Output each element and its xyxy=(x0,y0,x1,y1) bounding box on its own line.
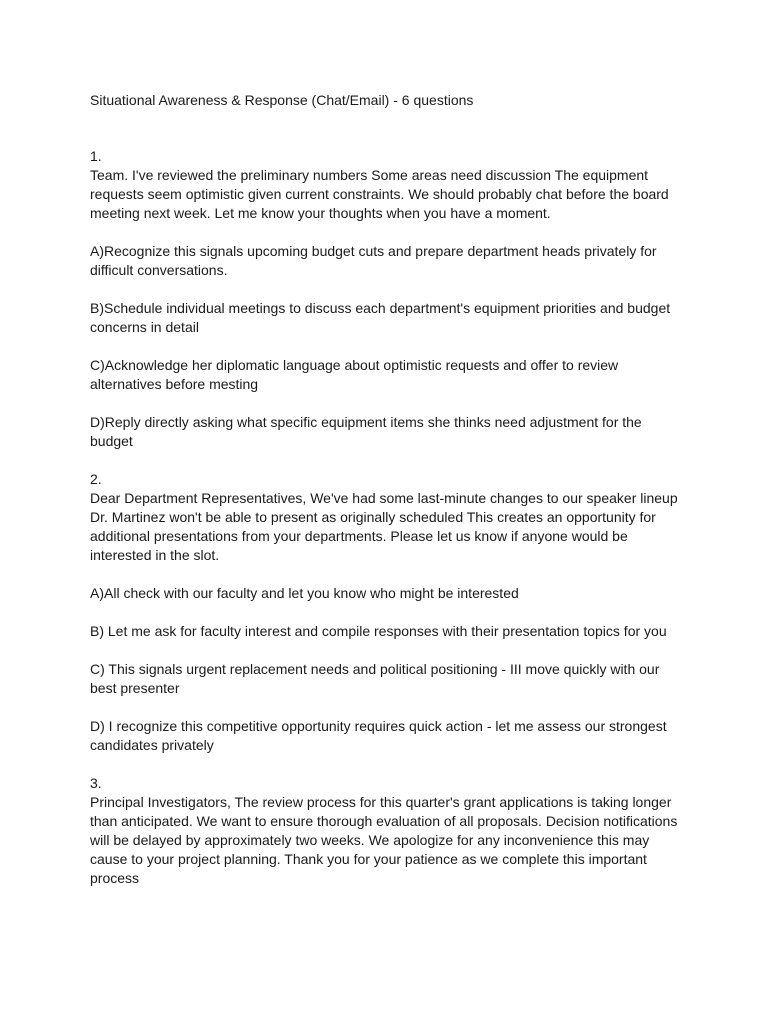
option-a: A)Recognize this signals upcoming budget cuts and prepare department heads privately for difficult conversations. xyxy=(90,243,657,278)
question-2 xyxy=(90,470,680,755)
option-c: C) This signals urgent replacement needs and political positioning - III move quickly with our best presenter xyxy=(90,661,660,696)
question-number: 1. xyxy=(90,148,102,164)
question-number: 2. xyxy=(90,471,102,487)
answer-options xyxy=(90,584,680,755)
document-page xyxy=(90,91,680,888)
answer-options xyxy=(90,242,680,451)
question-3 xyxy=(90,774,680,888)
option-b: B)Schedule individual meetings to discuss each department's equipment priorities and budget concerns in detail xyxy=(90,300,671,335)
option-a: A)All check with our faculty and let you know who might be interested xyxy=(90,585,519,601)
option-d: D)Reply directly asking what specific equipment items she thinks need adjustment for the budget xyxy=(90,414,642,449)
document-title: Situational Awareness & Response (Chat/Email) - 6 questions xyxy=(90,92,474,108)
question-text: Principal Investigators, The review process for this quarter's grant applications is taking longer than anticipated. We want to ensure thorough evaluation of all proposals. Decision notifications will be delayed by approximately two weeks. We apologize for any inconvenience this may cause to your project planning. Thank you for your patience as we complete this important process xyxy=(90,794,678,886)
option-d: D) I recognize this competitive opportunity requires quick action - let me assess our strongest candidates privately xyxy=(90,718,667,753)
option-b: B) Let me ask for faculty interest and compile responses with their presentation topics for you xyxy=(90,623,667,639)
question-number: 3. xyxy=(90,775,102,791)
question-text: Dear Department Representatives, We've had some last-minute changes to our speaker lineup Dr. Martinez won't be able to present as originally scheduled This creates an opportunity for additional presentations from your departments. Please let us know if anyone would be interested in the slot. xyxy=(90,490,678,563)
option-c: C)Acknowledge her diplomatic language about optimistic requests and offer to review alternatives before mesting xyxy=(90,357,619,392)
question-1 xyxy=(90,147,680,451)
question-text: Team. I've reviewed the preliminary numbers Some areas need discussion The equipment requests seem optimistic given current constraints. We should probably chat before the board meeting next week. Let me know your thoughts when you have a moment. xyxy=(90,167,669,221)
